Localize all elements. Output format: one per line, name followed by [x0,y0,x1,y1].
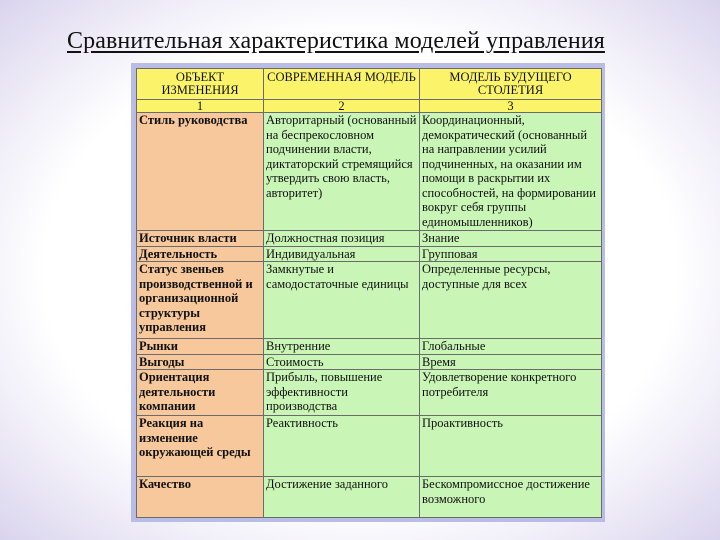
row-future: Определенные ресурсы, доступные для всех [420,262,602,339]
row-object: Ориентация деятельности компании [137,370,264,416]
column-number-row [137,100,602,113]
row-modern: Достижение заданного [264,477,420,518]
row-future: Удовлетворение конкретного потребителя [420,370,602,416]
row-future: Знание [420,231,602,247]
table-row [137,113,602,231]
header-row [137,69,602,100]
table-row [137,246,602,262]
column-number: 1 [137,100,264,113]
header-future-model: МОДЕЛЬ БУДУЩЕГО СТОЛЕТИЯ [420,69,602,100]
column-number: 3 [420,100,602,113]
table-row [137,262,602,339]
row-object: Источник власти [137,231,264,247]
row-modern: Индивидуальная [264,246,420,262]
row-object: Стиль руководства [137,113,264,231]
row-modern: Прибыль, повышение эффективности производства [264,370,420,416]
header-modern-model: СОВРЕМЕННАЯ МОДЕЛЬ [264,69,420,100]
comparison-table [136,68,602,518]
table-row [137,416,602,477]
row-object: Деятельность [137,246,264,262]
row-object: Реакция на изменение окружающей среды [137,416,264,477]
table-row [137,231,602,247]
row-future: Групповая [420,246,602,262]
row-modern: Авторитарный (основанный на беспрекословном подчинении власти, диктаторский стремящийся утвердить свою власть, авторитет) [264,113,420,231]
row-modern: Замкнутые и самодостаточные единицы [264,262,420,339]
row-modern: Внутренние [264,339,420,355]
header-object: ОБЪЕКТ ИЗМЕНЕНИЯ [137,69,264,100]
row-future: Проактивность [420,416,602,477]
row-future: Глобальные [420,339,602,355]
row-object: Статус звеньев производственной и организационной структуры управления [137,262,264,339]
slide-title: Сравнительная характеристика моделей управления [67,28,605,54]
row-future: Бескомпромиссное достижение возможного [420,477,602,518]
row-future: Время [420,354,602,370]
table-row [137,354,602,370]
row-modern: Должностная позиция [264,231,420,247]
row-future: Координационный, демократический (основанный на направлении усилий подчиненных, на оказании им помощи в раскрытии их способностей, на формировании вокруг себя группы единомышленников) [420,113,602,231]
table-row [137,339,602,355]
table-row [137,477,602,518]
comparison-table-frame [131,63,605,522]
row-modern: Реактивность [264,416,420,477]
column-number: 2 [264,100,420,113]
row-object: Качество [137,477,264,518]
row-object: Рынки [137,339,264,355]
row-object: Выгоды [137,354,264,370]
row-modern: Стоимость [264,354,420,370]
table-row [137,370,602,416]
